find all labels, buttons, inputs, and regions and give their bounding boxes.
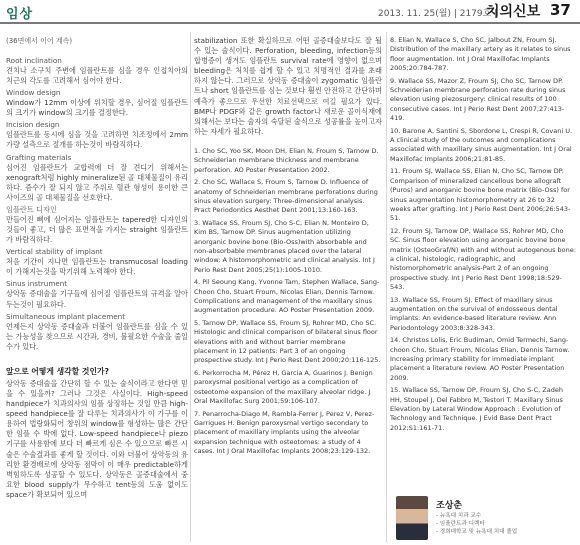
section-title: 임상: [6, 7, 34, 22]
article-column-3: [390, 36, 576, 545]
reference-item: 1. Cho SC, Yoo SK, Moon DH, Elian N, Froum S, Tarnow D. Schneiderian membrane thickness and membrane perforation. AO Poster Presentation 2002.: [194, 146, 379, 174]
continued-note: (36면에서 이어 계속): [6, 37, 73, 45]
paragraph: 심어진 임플란트가 교합력에 더 잘 견디기 위해서는 xenograft처럼 highly mineralize된 골 대체물질이 유리하다. 즘수가 잘 되지 않고 주위로 혈관 형성이 용이한 큰 사이즈의 골 대체물질을 선호한다.: [6, 162, 188, 202]
paragraph: 상악동 증대술을 기구들에 심어질 임플란트의 규격을 알아두는것이 필요하다.: [6, 289, 188, 309]
paragraph: 임플란트를 동시에 심을 것을 고려하면 치조정에서 2mm 가량 설측으로 절개를 하는것이 바람직하다.: [6, 130, 188, 150]
author-bio-line: - 임플란트과 디렉터: [436, 521, 485, 527]
reference-item: 2. Cho SC, Wallace S, Froum S, Tarnow D. Influence of anatomy of Schneiderian membrane perforations during sinus elevation surgery: Three-dimensional analysis. Pract Periodontics Aesthet Dent 2001;13:160-163.: [194, 178, 378, 215]
author-photo: [396, 496, 428, 540]
subheading: Grafting materials: [6, 152, 72, 162]
paragraph: 만들어진 뼈에 심어지는 임플란트는 tapered한 디자인의 것들이 좋고, 더 많은 표면적을 가지는 straight 임플란트가 바람직하다.: [6, 214, 188, 245]
reference-list: [390, 36, 576, 433]
reference-item: 3. Wallace SS, Froum SJ, Cho S-C, Elian N, Monteiro D, Kim BS, Tarnow DP. Sinus augmentation utilizing anorganic bovine bone (Bio-Oss)with absorbable and non-absorbable membranes placed over the lateral window: A histomorphometric and clinical analysis. Int J Perio Rest Dent 2005;25(1):1005-1010.: [194, 218, 375, 274]
reference-item: 4. Pil Seoung Kang, Yvonne Tam, Stephen Wallace, Sang-Choon Cho, Stuart Froum, Nicolas Elian, Dennis Tarnow. Complications and management of the maxillary sinus augmentation procedure. AO Poster Presentation 2009.: [194, 278, 380, 315]
reference-item: 13. Wallace SS, Froum SJ. Effect of maxillary sinus augmentation on the survival of endosseous dental implants: An evidence-based literature review. Ann Periodontology 2003;8:328-343.: [390, 295, 558, 332]
reference-item: 7. Penarrocha-Diago M, Rambla-Ferrer J, Perez V, Perez-Garrigues H. Benign paroxysmal vertigo secondary to placement of maxillary implants using the alveolar expansion technique with osteotomes: a study of 4 cases. Int J Oral Maxillofac Implants 2008;23:129-132.: [194, 409, 375, 456]
reference-list: [194, 147, 382, 457]
reference-item: 8. Elian N, Wallace S, Cho SC, Jalbout ZN, Froum SJ. Distribution of the maxillary artery as it relates to sinus floor augmentation. Int J Oral Maxillofac Implants 2005;20:784-787.: [390, 36, 571, 73]
author-name: 조상춘: [436, 501, 463, 511]
page-header: [0, 0, 580, 24]
subheading: Window design: [6, 88, 61, 98]
author-box: [390, 494, 576, 544]
reference-item: 5. Tarnow DP, Wallace SS, Froum SJ, Rohrer MD, Cho SC. Histologic and clinical comparison of bilateral sinus floor elevations with and without barrier membrane placement in 12 patients: Part 3 of an ongoing prospective study. Int J Perio Rest Dent 2000;20:116-125.: [194, 318, 381, 365]
subheading: Sinus instrument: [6, 279, 68, 289]
newspaper-name: 치의신보: [486, 4, 541, 20]
reference-item: 11. Froum SJ, Wallace SS, Elian N, Cho SC, Tarnow DP. Comparison of mineralized cancellous bone allograft (Puros) and anorganic bovine bone matrix (Bio-Oss) for sinus augmentation histomorphometry at 26 to 32 weeks after grafting. Int J Perio Rest Dent 2006;26:543-51.: [390, 167, 571, 223]
reference-item: 10. Barone A, Santini S, Sbordone L, Crespi R, Covani U. A clinical study of the outcomes and complications associated with maxillary sinus augmentation. Int J Oral Maxillofac Implants 2006;21:81-85.: [390, 126, 573, 163]
subheading: 임플란트 디자인: [6, 204, 57, 214]
paragraph: 견치나 소구치 주변에 임플란트를 심을 경우 인접치아의 치근의 각도를 고려해서 심어야 한다.: [6, 66, 188, 86]
conclusion-paragraph: stabilization 또한 확실하므로 어떤 골증대술보다도 잘 될 수 있는 술식이다. Perforation, bleeding, infection등의 합병증이 생겨도 임플란트 survival rate에 영향이 없으며 bleeding은 처치를 쉽게 할 수 있고 치명적인 결과를 초래하지 않는다. 그러므로 상악동 증대술이 zygomatic 임플란트나 short 임플란트를 심는 것보다 훨씬 안전하고 간단하며 예측가 좋으므로 우선한 치료선택으로 여길 필요가 있다. BMP나 PDGF와 같은 growth factor나 새로운 골이식재에 의해서는 보다는 술자의 숙달된 술식으로 성공률을 높이고자 하는 자세가 필요하다.: [194, 36, 382, 136]
reference-item: 14. Christos Lolis, Eric Budiman, Omid Termechi, Sang-choon Cho, Stuart Froum, Nicolas Elian, Dennis Tarnow. Increasing primary stability for immediate implant placement a literature review. AO Poster Presentation 2009.: [390, 336, 570, 382]
reference-item: 9. Wallace SS, Mazor Z, Froum SJ, Cho SC, Tarnow DP. Schneiderian membrane perforation rate during sinus elevation using piezosurgery: clinical results of 100 consecutive cases. Int J Perio Rest Dent 2007;27:413-419.: [390, 76, 566, 123]
column-divider: [190, 32, 191, 542]
subheading: Incision design: [6, 120, 60, 130]
reference-item: 6. Perkorrocha M, Pérez H, Garcia A, Guarinos J. Benign paroxysmal positional vertigo as a complication of osteotome expansion of the maxillary alveolar ridge. J Oral Maxillofac Surg 2001;59:106-107.: [194, 368, 373, 406]
article-body: [6, 56, 188, 352]
reference-item: 12. Froum SJ, Tarnow DP, Wallace SS, Rohrer MD, Cho SC. Sinus floor elevation using anorganic bovine bone matrix (OsteoGraf/N) with and without autogenous bone: a clinical, histologic, radiographic, and histomorphometric analysis-Part 2 of an ongoing prospective study. Int J Perio Rest Dent 1998;18:529-543.: [390, 226, 576, 292]
author-bio-line: - 뉴욕대 치과 교수: [436, 513, 482, 519]
issue-info: 2013. 11. 25(월) | 2179호 |: [378, 9, 498, 19]
paragraph: 처음 기간이 지나면 임플란트는 transmucosal loading이 가해지는것을 막기위해 노력해야 한다.: [6, 257, 188, 277]
page-number: 37: [550, 1, 571, 19]
column-divider: [386, 32, 387, 542]
reference-item: 15. Wallace SS, Tarnow DP, Froum SJ, Cho S-C, Zadeh HH, Stoupel J, Del Fabbro M, Testori T. Maxillary Sinus Elevation by Lateral Window Approach : Evolution of Technology and Technique. J Evid Base Dent Pract 2012;S1:161-71.: [390, 386, 563, 432]
question-paragraph: 상악동 증대술을 간단히 할 수 있는 술식이라고 한다면 믿을 수 있을까? 그러나 그것은 사실이다. High-speed handpiece가 치과의사의 임플 상징하는 것일 만큼 high-speed handpiece를 잘 다루는 치과의사가 이 가구를 이용하여 법랑화되어 창위의 window를 형성하는 많은 간단한 임플 수 박에 없다. Low-speed handpiece나 piezo기구를 사용함에 보다 더 빠르게 심은 수 있으므로 빠른 시술은 수술결과를 좋게 할 것이다. 이와 더불어 상악동의 유리한 환경배로에 상악동 점막이 이 매우 predictable하게 벽힘하도록 성공할 수 있도다. 상악동은 골증대술에서 중요한 blood supply가 무수하고 tent등의 도움 없이도 space가 확보되어 있으며: [6, 378, 188, 499]
article-column-1: [6, 36, 188, 545]
subheading: Simultaneous implant placement: [6, 311, 126, 321]
subheading: Root inclination: [6, 56, 62, 65]
paragraph: Window가 12mm 이상에 위치할 경우, 심어질 임플란트의 크기가 window의 크기를 결정한다.: [6, 98, 188, 118]
subheading: Vertical stability of implant: [6, 247, 103, 257]
article-column-2: [194, 36, 382, 545]
section-question-heading: 앞으로 어떻게 생각할 것인가?: [6, 366, 110, 376]
author-bio-line: - 경희대학교 및 뉴욕대 치대 졸업: [436, 529, 518, 535]
paragraph: 언제든지 상악동 증대술과 더불어 임플란트를 심을 수 있는 가능성을 찾으므로 시간과, 경비, 불필요한 수술을 줄일 수가 있다.: [6, 321, 188, 351]
